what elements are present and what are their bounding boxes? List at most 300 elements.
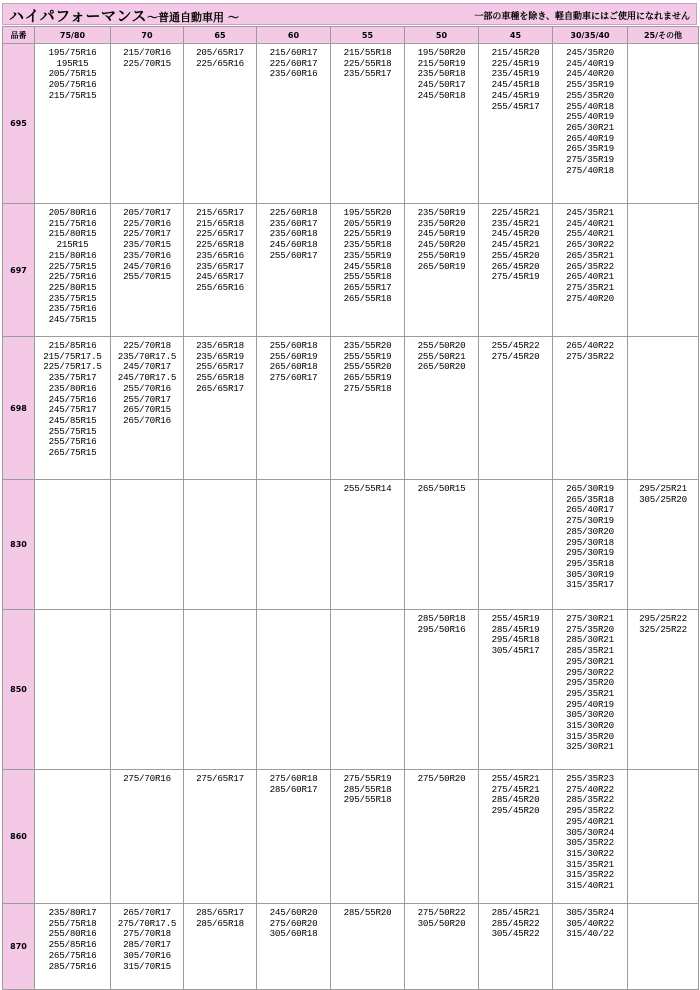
tire-size: 195/55R20 [343,207,392,218]
tire-size: 215R15 [56,239,89,251]
tire-size: 285/55R20 [343,907,392,918]
tire-size: 245/75R17 [48,404,97,416]
tire-size: 275/40R18 [566,164,614,176]
tire-size: 265/40R22 [566,340,614,351]
tire-size: 325/30R21 [566,741,614,753]
tire-size: 245/60R18 [269,239,318,251]
size-cell [628,480,699,610]
size-cell [35,337,111,480]
tire-size: 245/55R18 [343,260,392,272]
tire-size: 225/45R19 [491,57,540,69]
tire-size: 245/45R21 [491,239,540,251]
tire-size: 305/25R20 [639,493,687,505]
tire-size: 265/55R19 [343,372,392,384]
tire-size: 315/30R20 [566,720,614,732]
tire-size: 275/60R20 [269,917,318,929]
tire-size: 295/30R19 [566,547,614,559]
tire-size: 245/50R18 [417,89,466,101]
page-subtitle: ～普通自動車用 ～ [147,11,239,24]
tire-size: 295/35R22 [566,805,614,817]
tire-size: 285/55R18 [343,783,392,795]
tire-size: 255/45R21 [491,773,540,784]
tire-size: 265/65R17 [196,382,244,394]
size-cell [257,480,331,610]
tire-size: 255/65R17 [196,361,244,373]
col-header-65: 65 [184,27,257,44]
tire-size: 245/75R16 [48,393,97,405]
tire-size: 205/75R15 [48,68,97,80]
tire-size: 295/30R21 [566,655,614,667]
tire-size: 265/75R16 [48,949,97,961]
tire-size: 225/60R18 [269,207,318,218]
tire-size: 275/60R18 [269,773,318,784]
size-cell [628,610,699,770]
tire-size: 245/45R20 [491,228,540,240]
tire-size: 205/70R17 [123,207,171,218]
tire-size: 275/70R16 [123,773,171,784]
tire-size: 275/65R17 [196,773,244,784]
model-number: 870 [3,904,35,990]
tire-size: 285/35R22 [566,794,614,806]
size-cell [35,204,111,337]
tire-size: 255/70R15 [123,271,171,283]
tire-size: 225/75R15 [48,260,97,272]
tire-size: 275/70R17.5 [117,917,177,929]
tire-size: 215/65R18 [196,217,244,229]
tire-size: 255/75R15 [48,425,97,437]
tire-size: 255/70R17 [123,393,171,405]
tire-size: 195R15 [56,57,89,69]
tire-size: 215/75R15 [48,89,97,101]
usage-note: 一部の車種を除き、軽自動車にはご使用になれません [474,12,690,22]
tire-size: 275/45R19 [491,271,540,283]
size-cell [111,770,184,904]
size-cell [628,337,699,480]
tire-size: 255/85R16 [48,939,97,951]
tire-size: 255/45R19 [491,613,540,624]
tire-size: 305/45R22 [491,928,540,940]
tire-size: 235/55R18 [343,239,392,251]
tire-size: 305/40R22 [566,917,614,929]
tire-size: 265/75R15 [48,447,97,459]
tire-size: 255/45R20 [491,249,540,261]
tire-size: 275/40R20 [566,292,614,304]
tire-size: 285/35R21 [566,645,614,657]
col-header-25-other: 25/その他 [628,27,699,44]
tire-size: 245/50R20 [417,239,466,251]
tire-size: 275/30R21 [566,613,614,624]
tire-size: 265/50R20 [417,361,466,373]
tire-size: 265/60R18 [269,361,318,373]
size-cell [331,610,405,770]
tire-size: 265/55R18 [343,292,392,304]
tire-size: 235/60R16 [269,68,318,80]
tire-size: 295/45R20 [491,805,540,817]
size-cell [184,44,257,204]
tire-size: 315/70R15 [123,960,171,972]
size-cell [331,770,405,904]
tire-size: 255/35R23 [566,773,614,784]
size-cell [405,480,479,610]
tire-size: 235/55R20 [343,340,392,351]
tire-size: 315/35R17 [566,579,614,591]
size-cell [35,770,111,904]
tire-size: 295/25R22 [639,613,687,624]
tire-size: 235/75R17 [48,372,97,384]
col-header-model: 品番 [3,27,35,44]
size-cell [479,480,553,610]
size-cell [628,44,699,204]
tire-size: 265/45R20 [491,260,540,272]
tire-size: 245/50R19 [417,228,466,240]
tire-size: 235/65R17 [196,260,244,272]
size-cell [405,44,479,204]
tire-size: 265/40R21 [566,271,614,283]
col-header-55: 55 [331,27,405,44]
tire-size: 255/75R16 [48,436,97,448]
tire-size: 245/35R20 [566,47,614,58]
col-header-45: 45 [479,27,553,44]
tire-size: 265/35R22 [566,260,614,272]
tire-size: 245/40R20 [566,68,614,80]
tire-size: 275/45R20 [491,350,540,362]
tire-size: 265/35R21 [566,249,614,261]
tire-size: 225/45R21 [491,207,540,218]
tire-size: 205/75R16 [48,79,97,91]
table-row [3,204,699,337]
page-title: ハイパフォーマンス～普通自動車用 ～ [9,7,239,25]
tire-size: 305/60R18 [269,928,318,940]
tire-size: 255/65R16 [196,281,244,293]
tire-size: 235/45R19 [491,68,540,80]
size-cell [479,44,553,204]
tire-size: 215/80R16 [48,249,97,261]
tire-size: 255/65R18 [196,372,244,384]
tire-size: 285/45R19 [491,623,540,635]
tire-size: 235/50R20 [417,217,466,229]
tire-size: 275/40R22 [566,783,614,795]
tire-size: 205/80R16 [48,207,97,218]
tire-size: 225/65R16 [196,57,244,69]
tire-size: 265/55R17 [343,281,392,293]
tire-size: 225/70R16 [123,217,171,229]
tire-size: 245/50R17 [417,79,466,91]
tire-size: 255/50R19 [417,249,466,261]
model-number: 697 [3,204,35,337]
tire-size: 315/35R20 [566,730,614,742]
tire-size: 275/70R18 [123,928,171,940]
model-number: 695 [3,44,35,204]
tire-size: 245/45R19 [491,89,540,101]
tire-size: 325/25R22 [639,623,687,635]
tire-size: 245/70R17 [123,361,171,373]
tire-size: 235/60R17 [269,217,318,229]
tire-size: 225/70R15 [123,57,171,69]
tire-size: 245/45R18 [491,79,540,91]
col-header-60: 60 [257,27,331,44]
tire-size: 295/25R21 [639,483,687,494]
model-number: 860 [3,770,35,904]
tire-size: 275/30R19 [566,515,614,527]
tire-size: 225/75R16 [48,271,97,283]
tire-size: 295/40R19 [566,698,614,710]
tire-size: 265/35R19 [566,143,614,155]
tire-size: 275/55R19 [343,773,392,784]
tire-size: 305/70R16 [123,949,171,961]
tire-size: 275/50R22 [417,907,466,918]
tire-size: 245/70R16 [123,260,171,272]
tire-size: 255/75R18 [48,917,97,929]
tire-size: 315/40R21 [566,880,614,892]
size-cell [257,44,331,204]
tire-size: 225/60R17 [269,57,318,69]
table-row [3,610,699,770]
tire-size: 245/35R21 [566,207,614,218]
tire-size: 285/75R16 [48,960,97,972]
tire-size: 265/70R17 [123,907,171,918]
tire-size: 295/55R18 [343,794,392,806]
table-row [3,770,699,904]
col-header-75-80: 75/80 [35,27,111,44]
tire-size: 275/50R20 [417,773,466,784]
tire-size: 265/30R21 [566,121,614,133]
tire-size: 315/30R22 [566,847,614,859]
size-cell [331,480,405,610]
size-cell [405,204,479,337]
tire-size: 285/30R21 [566,634,614,646]
tire-size: 295/35R20 [566,677,614,689]
tire-size: 235/65R19 [196,350,244,362]
tire-size: 245/85R15 [48,414,97,426]
header-row [3,27,699,44]
tire-size: 295/35R18 [566,557,614,569]
size-cell [553,770,628,904]
tire-size: 245/40R21 [566,217,614,229]
tire-size: 245/40R19 [566,57,614,69]
tire-size: 305/30R20 [566,709,614,721]
tire-size: 255/40R19 [566,111,614,123]
tire-size: 265/35R18 [566,493,614,505]
table-row [3,44,699,204]
size-cell [553,337,628,480]
tire-size: 295/30R18 [566,536,614,548]
tire-size: 215/85R16 [48,340,97,351]
model-number: 698 [3,337,35,480]
tire-size: 195/50R20 [417,47,466,58]
tire-size: 235/80R16 [48,382,97,394]
size-cell [331,204,405,337]
size-cell [111,337,184,480]
tire-size: 265/40R19 [566,132,614,144]
tire-size: 285/65R17 [196,907,244,918]
size-cell [628,770,699,904]
tire-size: 255/80R16 [48,928,97,940]
tire-size: 215/70R16 [123,47,171,58]
col-header-70: 70 [111,27,184,44]
tire-size: 255/40R18 [566,100,614,112]
size-cell [184,770,257,904]
tire-size: 265/70R15 [123,404,171,416]
tire-size: 285/45R20 [491,794,540,806]
tire-size: 275/55R18 [343,382,392,394]
size-cell [628,204,699,337]
tire-size: 315/35R21 [566,858,614,870]
tire-size: 275/35R19 [566,154,614,166]
tire-size: 205/55R19 [343,217,392,229]
tire-size: 235/80R17 [48,907,97,918]
size-cell [35,44,111,204]
size-cell [479,337,553,480]
tire-size: 245/60R20 [269,907,318,918]
tire-size: 255/60R17 [269,249,318,261]
tire-size: 275/35R22 [566,350,614,362]
tire-size: 295/35R21 [566,687,614,699]
tire-size: 225/70R18 [123,340,171,351]
size-cell [331,337,405,480]
tire-size: 255/50R21 [417,350,466,362]
size-cell [111,44,184,204]
tire-size: 235/50R19 [417,207,466,218]
tire-size: 255/55R19 [343,350,392,362]
model-number: 830 [3,480,35,610]
tire-size: 265/50R19 [417,260,466,272]
tire-size: 255/55R14 [343,483,392,494]
size-cell [553,480,628,610]
tire-size: 315/35R22 [566,869,614,881]
tire-size: 215/75R17.5 [43,350,102,362]
tire-size: 275/35R21 [566,281,614,293]
tire-size: 305/50R20 [417,917,466,929]
tire-size: 235/55R17 [343,68,392,80]
size-cell [479,204,553,337]
size-cell [257,770,331,904]
size-cell [184,610,257,770]
tire-size: 305/30R24 [566,826,614,838]
size-cell [331,44,405,204]
tire-size: 305/35R22 [566,837,614,849]
size-cell [257,204,331,337]
size-cell [111,480,184,610]
tire-size: 295/45R18 [491,634,540,646]
tire-size: 245/65R17 [196,271,244,283]
tire-size: 225/80R15 [48,281,97,293]
tire-size: 275/35R20 [566,623,614,635]
size-cell [479,610,553,770]
tire-size: 235/55R19 [343,249,392,261]
tire-size: 295/40R21 [566,815,614,827]
tire-size: 215/75R16 [48,217,97,229]
tire-size: 255/50R20 [417,340,466,351]
tire-size: 255/60R18 [269,340,318,351]
size-cell [35,610,111,770]
tire-size: 285/45R21 [491,907,540,918]
tire-size: 235/75R15 [48,292,97,304]
tire-size: 215/55R18 [343,47,392,58]
size-cell [553,44,628,204]
tire-size: 225/75R17.5 [43,361,102,373]
tire-size: 235/60R18 [269,228,318,240]
tire-size: 235/70R17.5 [117,350,177,362]
tire-size: 295/50R16 [417,623,466,635]
tire-size: 235/45R21 [491,217,540,229]
size-cell [405,770,479,904]
tire-size: 285/45R22 [491,917,540,929]
tire-size: 245/75R15 [48,314,97,326]
size-cell [405,610,479,770]
size-cell [111,204,184,337]
table-row [3,337,699,480]
table-body [3,44,699,990]
tire-size: 285/60R17 [269,783,318,795]
tire-size: 225/65R17 [196,228,244,240]
size-cell [257,610,331,770]
tire-size: 255/55R20 [343,361,392,373]
tire-size: 295/30R22 [566,666,614,678]
tire-size: 225/55R18 [343,57,392,69]
tire-size: 195/75R16 [48,47,97,58]
size-cell [553,610,628,770]
tire-size: 215/80R15 [48,228,97,240]
size-cell [184,480,257,610]
tire-size: 275/45R21 [491,783,540,795]
model-number: 850 [3,610,35,770]
tire-size: 215/45R20 [491,47,540,58]
size-cell [111,610,184,770]
tire-size: 305/35R24 [566,907,614,918]
tire-size: 225/70R17 [123,228,171,240]
tire-size: 265/30R22 [566,239,614,251]
tire-size: 235/70R16 [123,249,171,261]
tire-size: 305/30R19 [566,568,614,580]
tire-size: 265/40R17 [566,504,614,516]
tire-size: 215/65R17 [196,207,244,218]
tire-size: 235/70R15 [123,239,171,251]
table-row [3,480,699,610]
tire-size: 205/65R17 [196,47,244,58]
tire-size: 285/65R18 [196,917,244,929]
col-header-30-35-40: 30/35/40 [553,27,628,44]
size-cell [479,770,553,904]
tire-size: 235/65R18 [196,340,244,351]
size-cell [553,204,628,337]
tire-size: 235/50R18 [417,68,466,80]
title-banner [2,3,697,25]
tire-size: 255/55R18 [343,271,392,283]
tire-size: 215/60R17 [269,47,318,58]
tire-size: 255/70R16 [123,382,171,394]
tire-size: 235/75R16 [48,303,97,315]
size-cell [257,337,331,480]
col-header-50: 50 [405,27,479,44]
tire-size: 315/40/22 [566,928,614,940]
tire-size: 285/70R17 [123,939,171,951]
tire-size: 265/50R15 [417,483,466,494]
size-cell [405,337,479,480]
tire-size: 255/35R20 [566,89,614,101]
tire-size: 265/30R19 [566,483,614,494]
tire-size: 265/70R16 [123,414,171,426]
tire-size: 255/40R21 [566,228,614,240]
tire-size: 285/30R20 [566,525,614,537]
tire-size: 215/50R19 [417,57,466,69]
tire-size: 255/60R19 [269,350,318,362]
size-cell [35,480,111,610]
tire-size: 255/35R19 [566,79,614,91]
tire-size: 225/55R19 [343,228,392,240]
tire-size: 255/45R17 [491,100,540,112]
tire-size: 255/45R22 [491,340,540,351]
tire-size: 225/65R18 [196,239,244,251]
